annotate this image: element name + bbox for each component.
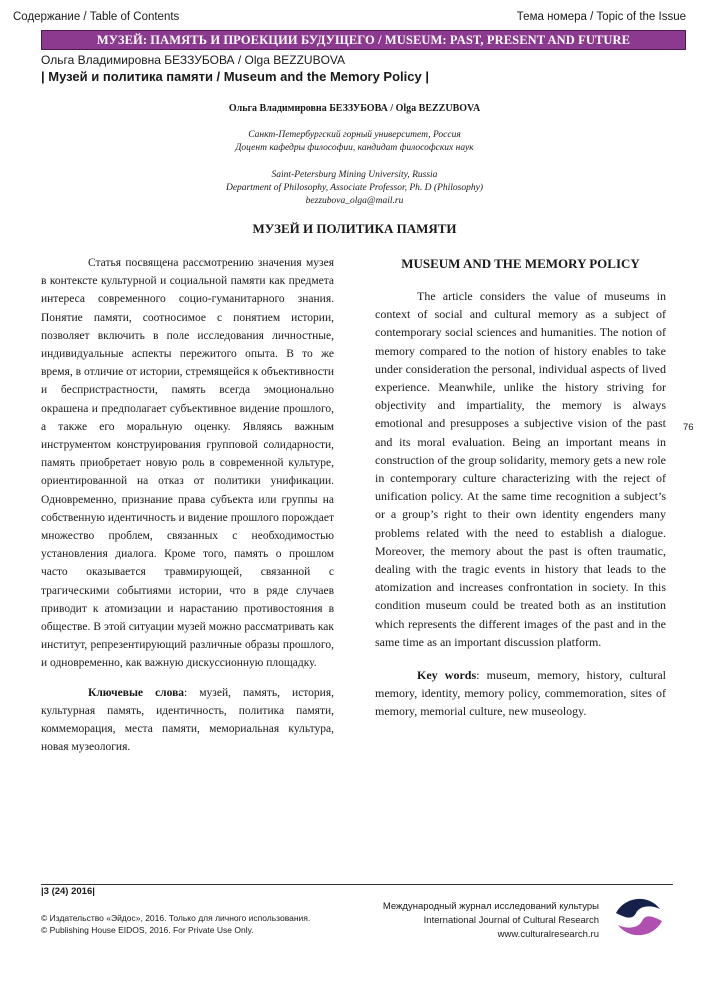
abstract-column-ru (41, 254, 334, 756)
issue-number: |3 (24) 2016| (41, 886, 95, 897)
affiliation-en (0, 169, 709, 208)
copyright-ru: © Издательство «Эйдос», 2016. Только для личного использования. (41, 913, 311, 923)
footer-divider (41, 884, 673, 885)
journal-name-en: International Journal of Cultural Research (423, 915, 599, 926)
article-title-line: | Музей и политика памяти / Museum and the Memory Policy | (41, 69, 429, 84)
copyright-en: © Publishing House EIDOS, 2016. For Private Use Only. (41, 925, 254, 935)
affiliation-ru (0, 129, 709, 155)
affiliation-ru-line: Доцент кафедры философии, кандидат философских наук (235, 143, 474, 153)
keywords-en-label: Key words (417, 668, 477, 683)
affiliation-en-line: Department of Philosophy, Associate Professor, Ph. D (Philosophy) (225, 183, 483, 193)
keywords-en-text: : museum, memory, history, cultural memory, identity, memory policy, commemoration, sites of memory, memorial culture, new museology. (375, 668, 667, 719)
affiliation-ru-line: Санкт-Петербургский горный университет, Россия (248, 130, 461, 140)
issue-topic-link[interactable]: Тема номера / Topic of the Issue (516, 11, 686, 23)
affiliation-en-line: Saint-Petersburg Mining University, Russia (271, 170, 438, 180)
article-title-ru: МУЗЕЙ И ПОЛИТИКА ПАМЯТИ (252, 221, 457, 236)
logo-purple-wave (618, 916, 662, 935)
journal-logo-wave-icon (614, 895, 664, 939)
abstract-column-en (375, 287, 666, 721)
author-line: Ольга Владимировна БЕЗЗУБОВА / Olga BEZZUBOVA (41, 53, 346, 67)
article-title-en: MUSEUM AND THE MEMORY POLICY (401, 256, 640, 271)
keywords-ru (41, 684, 334, 757)
journal-name-ru: Международный журнал исследований культуры (382, 901, 599, 912)
contents-link[interactable]: Содержание / Table of Contents (13, 11, 180, 23)
keywords-ru-label: Ключевые слова (88, 686, 185, 699)
keywords-en (375, 666, 666, 721)
author-name: Ольга Владимировна БЕЗЗУБОВА / Olga BEZZUBOVA (228, 103, 481, 114)
page-number: 76 (683, 422, 694, 433)
keywords-ru-text: : музей, память, история, культурная память, идентичность, политика памяти, коммеморация, места памяти, мемориальная культура, новая музеология. (41, 686, 334, 754)
abstract-en: The article considers the value of museums in context of social and cultural memory as a subject of contemporary social sciences and humanities. The notion of memory compared to the notion of history enables to take under consideration the personal, individual aspects of lived experience. Meanwhile, unlike the history striving for objectivity and impartiality, the memory is always emotional and presupposes a subjective vision of the past and its moral evaluation. Being an important means in construction of the group solidarity, memory gets a new role in contemporary culture characterizing with the reject of unification policy. At the same time recognition a subject’s or a group’s right to their own identity engenders many problems related with the need to establish a dialogue. Moreover, the memory about the past is often traumatic, dealing with the tragic events in history that leads to the atomization and increases confrontation in society. In this condition museum could be treated both as an institution which represents the different images of the past and in the same time as an important discussion platform. (375, 289, 666, 649)
author-email[interactable]: bezzubova_olga@mail.ru (305, 196, 404, 206)
section-banner: МУЗЕЙ: ПАМЯТЬ И ПРОЕКЦИИ БУДУЩЕГО / MUSEUM: PAST, PRESENT AND FUTURE (41, 30, 686, 50)
journal-url-link[interactable]: www.culturalresearch.ru (497, 929, 599, 940)
abstract-ru: Статья посвящена рассмотрению значения музея в контексте культурной и социальной памяти как предмета интереса современного социо-гуманитарного знания. Понятие памяти, соотносимое с понятием истории, позволяет включить в поле исследования личностные, индивидуальные аспекты пережитого опыта. В то же время, в отличие от истории, стремящейся к объективности и беспристрастности, память всегда эмоционально окрашена и предполагает субъективное видение прошлого, а также его моральную оценку. Являясь важным инструментом конструирования групповой солидарности, память приобретает новую роль в современной культуре, ориентированной на отказ от политики унификации. Одновременно, признание права субъекта или группы на собственную идентичность и видение прошлого порождает множество проблем, связанных с необходимостью установления диалога. Кроме того, память о прошлом часто оказывается травмирующей, связанной с трагическими событиями истории, что в ряде случаев приводит к атомизации и нарастанию противостояния в обществе. В этой ситуации музей можно рассматривать как институт, репрезентирующий различные образы прошлого, и одновременно, как важную дискуссионную площадку. (41, 257, 334, 670)
logo-navy-wave (616, 899, 660, 918)
